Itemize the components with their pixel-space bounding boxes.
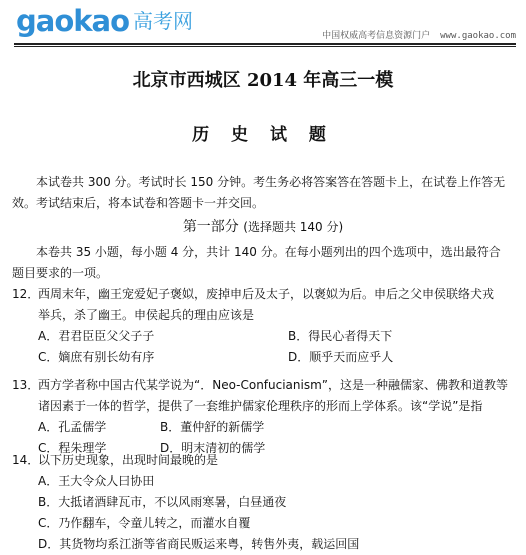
tagline-text: 中国权威高考信息资源门户 — [322, 31, 431, 41]
option-b[interactable]: B．董仲舒的新儒学 — [160, 420, 265, 434]
options-row-1 — [12, 326, 512, 347]
question-12 — [12, 284, 512, 368]
option-c[interactable]: C．乃作翻车，令童儿转之，而灌水自覆 — [38, 516, 251, 530]
question-stem-line-2: 诸因素于一体的哲学，提供了一套维护儒家伦理秩序的形而上学体系。该“学说”是指 — [38, 399, 483, 413]
question-number: 12． — [12, 287, 40, 301]
option-d[interactable]: D．其货物均系江浙等省商民贩运来粤，转售外夷，载运回国 — [38, 537, 360, 551]
option-b[interactable]: B．得民心者得天下 — [288, 329, 393, 343]
question-13 — [12, 375, 512, 459]
option-d[interactable]: D．顺乎天而应乎人 — [288, 350, 394, 364]
options-row-2 — [12, 347, 512, 368]
exam-title: 北京市西城区 2014 年高三一模 — [132, 70, 394, 91]
instructions-line-2: 效。考试结束后，将本试卷和答题卡一并交回。 — [12, 196, 265, 210]
exam-instructions — [12, 172, 512, 214]
section-note: (选择题共 140 分) — [243, 220, 344, 234]
option-d[interactable]: D．明末清初的儒学 — [160, 441, 266, 455]
option-c[interactable]: C．程朱理学 — [38, 441, 107, 455]
option-b[interactable]: B．大抵诸酒肆瓦市，不以风雨寒暑，白昼通夜 — [38, 495, 287, 509]
option-a[interactable]: A．王大令众人曰协田 — [38, 474, 155, 488]
exam-subtitle: 历 史 试 题 — [192, 125, 334, 145]
section-title: 第一部分 — [182, 219, 239, 235]
site-url[interactable]: www.gaokao.com — [440, 31, 516, 41]
question-number: 14． — [12, 453, 40, 467]
section-description — [12, 242, 512, 284]
section-desc-line-2: 题目要求的一项。 — [12, 266, 109, 280]
question-stem-line-1: 以下历史现象，出现时间最晚的是 — [38, 453, 219, 467]
section-heading — [0, 216, 526, 236]
question-14 — [12, 450, 512, 555]
site-tagline — [322, 28, 516, 41]
question-stem-line-1: 西方学者称中国古代某学说为“．Neo-Confucianism”，这是一种融儒家、佛教和道教等 — [38, 378, 509, 392]
instructions-line-1: 本试卷共 300 分。考试时长 150 分钟。考生务必将答案答在答题卡上，在试卷上作答无 — [36, 175, 506, 189]
header-divider-thin — [14, 46, 516, 47]
section-desc-line-1: 本卷共 35 小题，每小题 4 分，共计 140 分。在每小题列出的四个选项中，选出最符合 — [36, 245, 501, 259]
gaokao-logo[interactable] — [16, 4, 193, 38]
question-number: 13． — [12, 378, 40, 392]
option-c[interactable]: C．嫡庶有别长幼有序 — [38, 350, 155, 364]
logo-cn-text: 高考网 — [133, 9, 194, 33]
options-row-1 — [12, 417, 512, 438]
question-stem-line-2: 举兵，杀了幽王。申侯起兵的理由应该是 — [38, 308, 255, 322]
header-divider — [14, 43, 516, 45]
logo-text: gaokao — [16, 4, 130, 38]
question-stem-line-1: 西周末年，幽王宠爱妃子褒姒，废掉申后及太子，以褒姒为后。申后之父申侯联络犬戎 — [38, 287, 495, 301]
site-header — [0, 0, 526, 46]
option-a[interactable]: A．孔孟儒学 — [38, 420, 107, 434]
option-a[interactable]: A．君君臣臣父父子子 — [38, 329, 155, 343]
